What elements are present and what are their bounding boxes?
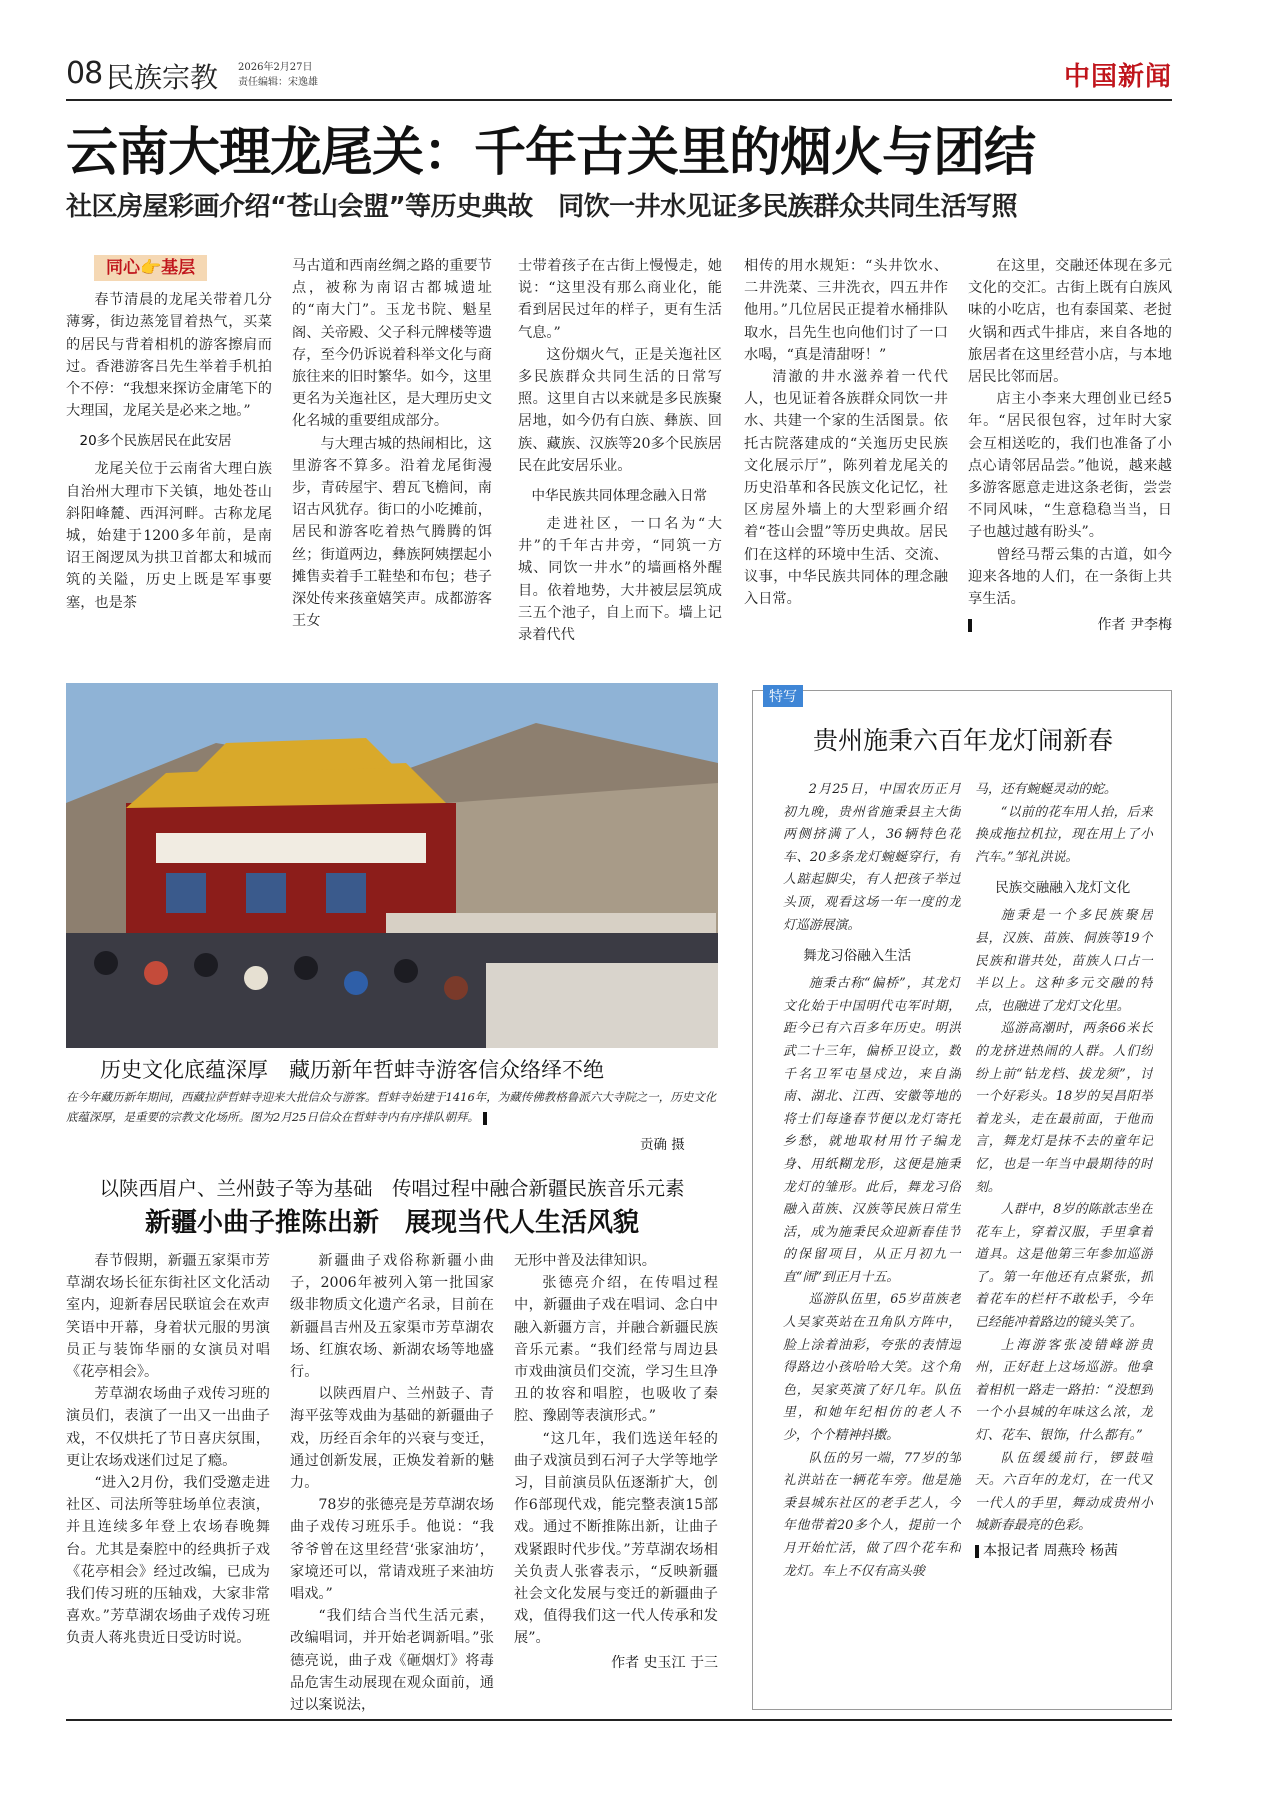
paragraph: “进入2月份，我们受邀走进社区、司法所等驻场单位表演，并且连续多年登上农场春晚舞台。尤其是秦腔中的经典折子戏《花亭相会》经过改编，已成为我们传习班的压轴戏，大家非常喜欢。”芳草湖农场曲子戏传习班负责人蒋兆贵近日受访时说。 xyxy=(66,1475,270,1647)
issue-meta xyxy=(238,60,318,90)
paragraph: 人群中，8岁的陈歆志坐在花车上，穿着汉服，手里拿着道具。这是他第三年参加巡游了。第一年他还有点紧张，抓着花车的栏杆不敢松手，今年已经能冲着路边的镜头笑了。 xyxy=(975,1202,1153,1331)
end-mark xyxy=(483,1112,487,1125)
paragraph: “我们结合当代生活元素，改编唱词，并开始老调新唱。”张德亮说，曲子戏《砸烟灯》将毒品危害生动展现在观众面前，通过以案说法， xyxy=(290,1608,494,1714)
article2-column-1 xyxy=(66,1250,270,1716)
paragraph: 上海游客张凌错峰游贵州，正好赶上这场巡游。他拿着相机一路走一路拍：“没想到一个小县城的年味这么浓，龙灯、花车、银饰，什么都有。” xyxy=(975,1337,1153,1444)
hillside xyxy=(446,783,718,933)
paragraph: 春节假期，新疆五家渠市芳草湖农场长征东街社区文化活动室内，迎新春居民联谊会在欢声笑语中开幕，身着状元服的男演员正与装饰华丽的女演员对唱《花亭相会》。 xyxy=(66,1253,270,1381)
white-band xyxy=(156,833,426,863)
header-divider xyxy=(66,99,1172,101)
byline-row xyxy=(975,1540,1153,1564)
paragraph: 巡游队伍里，65岁苗族老人吴家英站在丑角队方阵中，脸上涂着油彩，夸张的表情逗得路边小孩哈哈大笑。这个角色，吴家英演了好几年。队伍里，和她年纪相仿的老人不少，个个精神抖擞。 xyxy=(783,1292,961,1444)
paragraph: “以前的花车用人抬，后来换成拖拉机拉，现在用上了小汽车。”邹礼洪说。 xyxy=(975,804,1153,865)
subheading: 20多个民族居民在此安居 xyxy=(79,433,232,450)
crowd-person xyxy=(244,966,268,990)
column-tag: 同心👉基层 xyxy=(94,255,207,281)
paragraph: 店主小李来大理创业已经5年。“居民很包容，过年时大家会互相送吃的，我们也准备了小点心请邻居品尝。”他说，越来越多游客愿意走进这条老街，尝尝不同风味，“生意稳稳当当，日子也越过越有盼头”。 xyxy=(968,391,1172,541)
subheading: 中华民族共同体理念融入日常 xyxy=(531,488,707,505)
feature-headline: 贵州施秉六百年龙灯闹新春 xyxy=(812,726,1113,755)
subheading: 舞龙习俗融入生活 xyxy=(803,948,912,965)
lead-column-5 xyxy=(968,255,1172,665)
end-mark xyxy=(968,619,972,632)
page-header xyxy=(66,54,1172,96)
lead-headline: 云南大理龙尾关：千年古关里的烟火与团结 xyxy=(66,122,1036,183)
temple-illustration xyxy=(66,683,718,1048)
byline-row xyxy=(968,614,1172,636)
byline-row xyxy=(514,1652,718,1674)
lead-column-4 xyxy=(744,255,948,665)
paragraph: 队伍缓缓前行，锣鼓喧天。六百年的龙灯，在一代又一代人的手里，舞动成贵州小城新春最亮的色彩。 xyxy=(975,1450,1153,1534)
paragraph: 在这里，交融还体现在多元文化的交汇。古街上既有白族风味的小吃店，也有泰国菜、老挝火锅和西式牛排店，来自各地的旅居者在这里经营小店，与本地居民比邻而居。 xyxy=(968,258,1172,386)
paragraph: 施秉是一个多民族聚居县，汉族、苗族、侗族等19个民族和谐共处，苗族人口占一半以上。这种多元交融的特点，也融进了龙灯文化里。 xyxy=(975,908,1153,1014)
paragraph: 队伍的另一端，77岁的邹礼洪站在一辆花车旁。他是施秉县城东社区的老手艺人，今年他带着20多个人，提前一个月开始忙活，做了四个花车和龙灯。车上不仅有高头骏 xyxy=(783,1450,961,1579)
paragraph: 张德亮介绍，在传唱过程中，新疆曲子戏在唱词、念白中融入新疆方言，并融合新疆民族音乐元素。“我们经常与周边县市戏曲演员们交流，学习生旦净丑的妆容和唱腔，也吸收了秦腔、豫剧等表演形式。” xyxy=(514,1275,718,1425)
footer-divider xyxy=(66,1719,1172,1721)
photo-credit: 贡确 摄 xyxy=(640,1137,685,1153)
paragraph: 无形中普及法律知识。 xyxy=(514,1253,656,1269)
paragraph: 与大理古城的热闹相比，这里游客不算多。沿着龙尾街漫步，青砖屋宇、碧瓦飞檐间，南诏古风犹存。街口的小吃摊前，居民和游客吃着热气腾腾的饵丝；街道两边，彝族阿姨摆起小摊售卖着手工鞋垫和布包；巷子深处传来孩童嬉笑声。成都游客王女 xyxy=(292,435,492,630)
temple-photo xyxy=(66,683,718,1048)
photo-caption xyxy=(66,1087,718,1127)
paragraph: 清澈的井水滋养着一代代人，也见证着各族群众同饮一井水、共建一个家的生活图景。依托古院落建成的“关迤历史民族文化展示厅”，陈列着龙尾关的历史沿革和各民族文化记忆，社区房屋外墙上的大型彩画介绍着“苍山会盟”等历史典故。居民们在这样的环境中生活、交流、议事，中华民族共同体的理念融入日常。 xyxy=(744,369,948,608)
caption-text: 在今年藏历新年期间，西藏拉萨哲蚌寺迎来大批信众与游客。哲蚌寺始建于1416年，为藏传佛教格鲁派六大寺院之一，历史文化底蕴深厚，是重要的宗教文化场所。图为2月25日信众在哲蚌寺内有序排队朝拜。 xyxy=(66,1090,717,1124)
crowd-person xyxy=(194,953,218,977)
window xyxy=(246,873,286,913)
paragraph: 新疆曲子戏俗称新疆小曲子，2006年被列入第一批国家级非物质文化遗产名录，目前在新疆昌吉州及五家渠市芳草湖农场、红旗农场、新湖农场等地盛行。 xyxy=(290,1253,494,1381)
photo-title: 历史文化底蕴深厚 藏历新年哲蚌寺游客信众络绎不绝 xyxy=(100,1058,604,1082)
article2-kicker: 以陕西眉户、兰州鼓子等为基础 传唱过程中融合新疆民族音乐元素 xyxy=(99,1177,685,1200)
crowd-person xyxy=(344,971,368,995)
lead-subheadline: 社区房屋彩画介绍“苍山会盟”等历史典故 同饮一井水见证多民族群众共同生活写照 xyxy=(66,192,1018,222)
lead-column-1 xyxy=(66,255,272,665)
window xyxy=(166,873,206,913)
paragraph: 曾经马帮云集的古道，如今迎来各地的人们，在一条街上共享生活。 xyxy=(968,546,1172,608)
paragraph: 春节清晨的龙尾关带着几分薄雾，街边蒸笼冒着热气，买菜的居民与背着相机的游客擦肩而过。香港游客吕先生举着手机拍个不停：“我想来探访金庸笔下的大理国，龙尾关是必来之地。” xyxy=(66,292,272,420)
paragraph: 以陕西眉户、兰州鼓子、青海平弦等戏曲为基础的新疆曲子戏，历经百余年的兴衰与变迁，通过创新发展，正焕发着新的魅力。 xyxy=(290,1386,494,1492)
paragraph: 马，还有蜿蜒灵动的蛇。 xyxy=(975,782,1117,797)
paragraph: 78岁的张德亮是芳草湖农场曲子戏传习班乐手。他说：“我爷爷曾在这里经营‘张家油坊’，家境还可以，常请戏班子来油坊唱戏。” xyxy=(290,1497,494,1603)
paragraph: 巡游高潮时，两条66米长的龙挤进热闹的人群。人们纷纷上前“钻龙档、拔龙须”，讨一个好彩头。18岁的吴昌阳举着龙头，走在最前面，于他而言，舞龙灯是抹不去的童年记忆，也是一年当中最期待的时刻。 xyxy=(975,1021,1153,1195)
paragraph: 马古道和西南丝绸之路的重要节点，被称为南诏古都城遗址的“南大门”。玉龙书院、魁星阁、关帝殿、父子科元牌楼等遗存，至今仍诉说着科举文化与商旅往来的旧时繁华。如今，这里更名为关迤社区，是大理历史文化名城的重要组成部分。 xyxy=(292,258,492,430)
paragraph: 施秉古称“偏桥”，其龙灯文化始于中国明代屯军时期，距今已有六百多年历史。明洪武二十三年，偏桥卫设立，数千名卫军屯垦戍边，来自湖南、湖北、江西、安徽等地的将士们每逢春节便以龙灯寄托乡愁，就地取材用竹子编龙身、用纸糊龙形，这便是施秉龙灯的雏形。此后，舞龙习俗融入苗族、汉族等民族日常生活，成为施秉民众迎新春佳节的保留项目，从正月初九一直“闹”到正月十五。 xyxy=(783,976,961,1285)
article2-byline: 作者 史玉江 于三 xyxy=(611,1654,718,1671)
paragraph: “这几年，我们选送年轻的曲子戏演员到石河子大学等地学习，目前演员队伍逐渐扩大，创作6部现代戏，能完整表演15部戏。通过不断推陈出新，让曲子戏紧跟时代步伐。”芳草湖农场相关负责人张睿表示，“反映新疆社会文化发展与变迁的新疆曲子戏，值得我们这一代人传承和发展”。 xyxy=(514,1430,718,1647)
golden-roof-upper xyxy=(196,738,396,773)
paragraph: 相传的用水规矩：“头井饮水、二井洗菜、三井洗衣，四五井作他用。”几位居民正提着水桶排队取水，吕先生也向他们讨了一口水喝，“真是清甜呀！” xyxy=(744,258,948,363)
issue-date: 2026年2月27日 xyxy=(238,62,313,73)
feature-box xyxy=(752,690,1172,1710)
article2-column-2 xyxy=(290,1250,494,1716)
editor-credit: 责任编辑：宋逸雄 xyxy=(238,77,318,88)
article2-column-3 xyxy=(514,1250,718,1716)
paragraph: 士带着孩子在古街上慢慢走，她说：“这里没有那么商业化，能看到居民过年的样子，更有生活气息。” xyxy=(518,258,722,341)
subheading: 民族交融融入龙灯文化 xyxy=(995,880,1131,897)
window xyxy=(326,873,366,913)
paragraph: 这份烟火气，正是关迤社区多民族群众共同生活的日常写照。这里自古以来就是多民族聚居地，如今仍有白族、彝族、回族、藏族、汉族等20多个民族居民在此安居乐业。 xyxy=(518,346,722,474)
crowd-person xyxy=(394,959,418,983)
end-mark xyxy=(975,1545,979,1558)
page-number: 08 xyxy=(66,56,103,91)
feature-column-1 xyxy=(783,779,961,1704)
feature-column-2 xyxy=(975,779,1153,1704)
lead-column-2 xyxy=(292,255,492,665)
crowd-person xyxy=(94,951,118,975)
paragraph: 芳草湖农场曲子戏传习班的演员们，表演了一出又一出曲子戏，不仅烘托了节日喜庆氛围，更让农场戏迷们过足了瘾。 xyxy=(66,1386,270,1469)
crowd-person xyxy=(144,961,168,985)
feature-tag: 特写 xyxy=(763,685,803,707)
crowd-person xyxy=(444,976,468,1000)
section-name: 民族宗教 xyxy=(106,61,219,94)
paragraph: 2月25日，中国农历正月初九晚，贵州省施秉县主大街两侧挤满了人，36辆特色花车、20多条龙灯蜿蜒穿行，有人踮起脚尖，有人把孩子举过头顶，观看这场一年一度的龙灯巡游展演。 xyxy=(783,782,961,933)
feature-byline: 本报记者 周燕玲 杨茜 xyxy=(983,1543,1119,1559)
crowd-person xyxy=(294,956,318,980)
paragraph: 龙尾关位于云南省大理白族自治州大理市下关镇，地处苍山斜阳峰麓、西洱河畔。古称龙尾城，始建于1200多年前，是南诏王阁逻凤为拱卫首都太和城而筑的关隘，历史上既是军事要塞，也是茶 xyxy=(66,461,272,611)
article2-headline: 新疆小曲子推陈出新 展现当代人生活风貌 xyxy=(144,1208,639,1238)
lead-byline: 作者 尹李梅 xyxy=(1097,617,1172,634)
newspaper-logo: 中国新闻 xyxy=(1063,62,1172,92)
courtyard-wall xyxy=(486,963,718,1048)
paragraph: 走进社区，一口名为“大井”的千年古井旁，“同筑一方城、同饮一井水”的墙画格外醒目。依着地势，大井被层层筑成三五个池子，自上而下。墙上记录着代代 xyxy=(518,516,722,644)
lead-column-3 xyxy=(518,255,722,665)
